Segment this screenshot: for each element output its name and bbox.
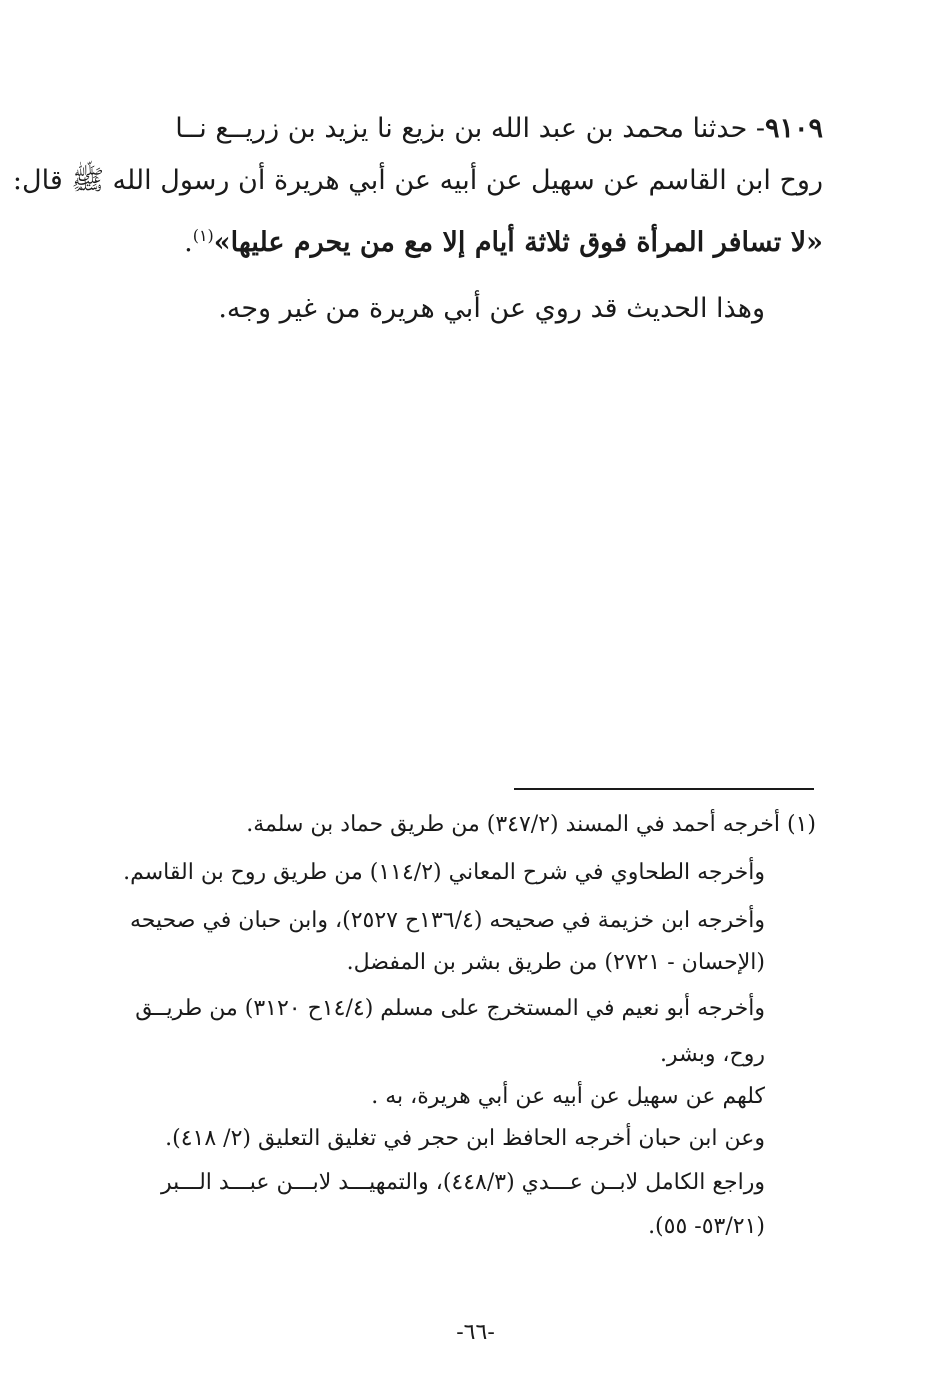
footnote-divider (514, 788, 814, 790)
footnote-line-4: (الإحسان - ٢٧٢١) من طريق بشر بن المفضل. (346, 950, 765, 975)
main-text-line-1 (123, 112, 823, 146)
footnote-line-2: وأخرجه الطحاوي في شرح المعاني (١١٤/٢) من طريق روح بن القاسم. (123, 860, 765, 885)
hadith-quote: «لا تسافر المرأة فوق ثلاثة أيام إلا مع من يحرم عليها» (213, 227, 823, 258)
footnote-line-5: وأخرجه أبو نعيم في المستخرج على مسلم (١٤/٤ح ٣١٢٠) من طريــق (135, 996, 765, 1021)
footnote-line-1: (١) أخرجه أحمد في المسند (٣٤٧/٢) من طريق حماد بن سلمة. (246, 812, 816, 837)
footnote-line-7: كلهم عن سهيل عن أبيه عن أبي هريرة، به . (371, 1084, 765, 1109)
page-number: -٦٦- (456, 1320, 495, 1345)
main-line-1-text: - حدثنا محمد بن عبد الله بن بزيع نا يزيد بن زريــع نــا (175, 113, 765, 144)
line-3-period: . (184, 227, 193, 258)
footnote-line-10: (٥٣/٢١- ٥٥). (648, 1214, 765, 1239)
footnote-reference: (١) (192, 226, 214, 245)
footnote-line-9: وراجع الكامل لابــن عـــدي (٤٤٨/٣)، والتمهيـــد لابـــن عبـــد الـــبر (160, 1170, 765, 1195)
footnote-line-3: وأخرجه ابن خزيمة في صحيحه (١٣٦/٤ح ٢٥٢٧)، وابن حبان في صحيحه (129, 908, 765, 933)
main-text-line-2: روح ابن القاسم عن سهيل عن أبيه عن أبي هريرة أن رسول الله ﷺ قال: (12, 165, 823, 196)
footnote-line-8: وعن ابن حبان أخرجه الحافظ ابن حجر في تغليق التعليق (٢/ ٤١٨). (165, 1126, 765, 1151)
footnote-line-6: روح، وبشر. (659, 1042, 765, 1067)
main-text-line-3 (123, 226, 823, 260)
hadith-number: ٩١٠٩ (764, 113, 823, 144)
main-text-line-4: وهذا الحديث قد روي عن أبي هريرة من غير وجه. (218, 293, 765, 324)
